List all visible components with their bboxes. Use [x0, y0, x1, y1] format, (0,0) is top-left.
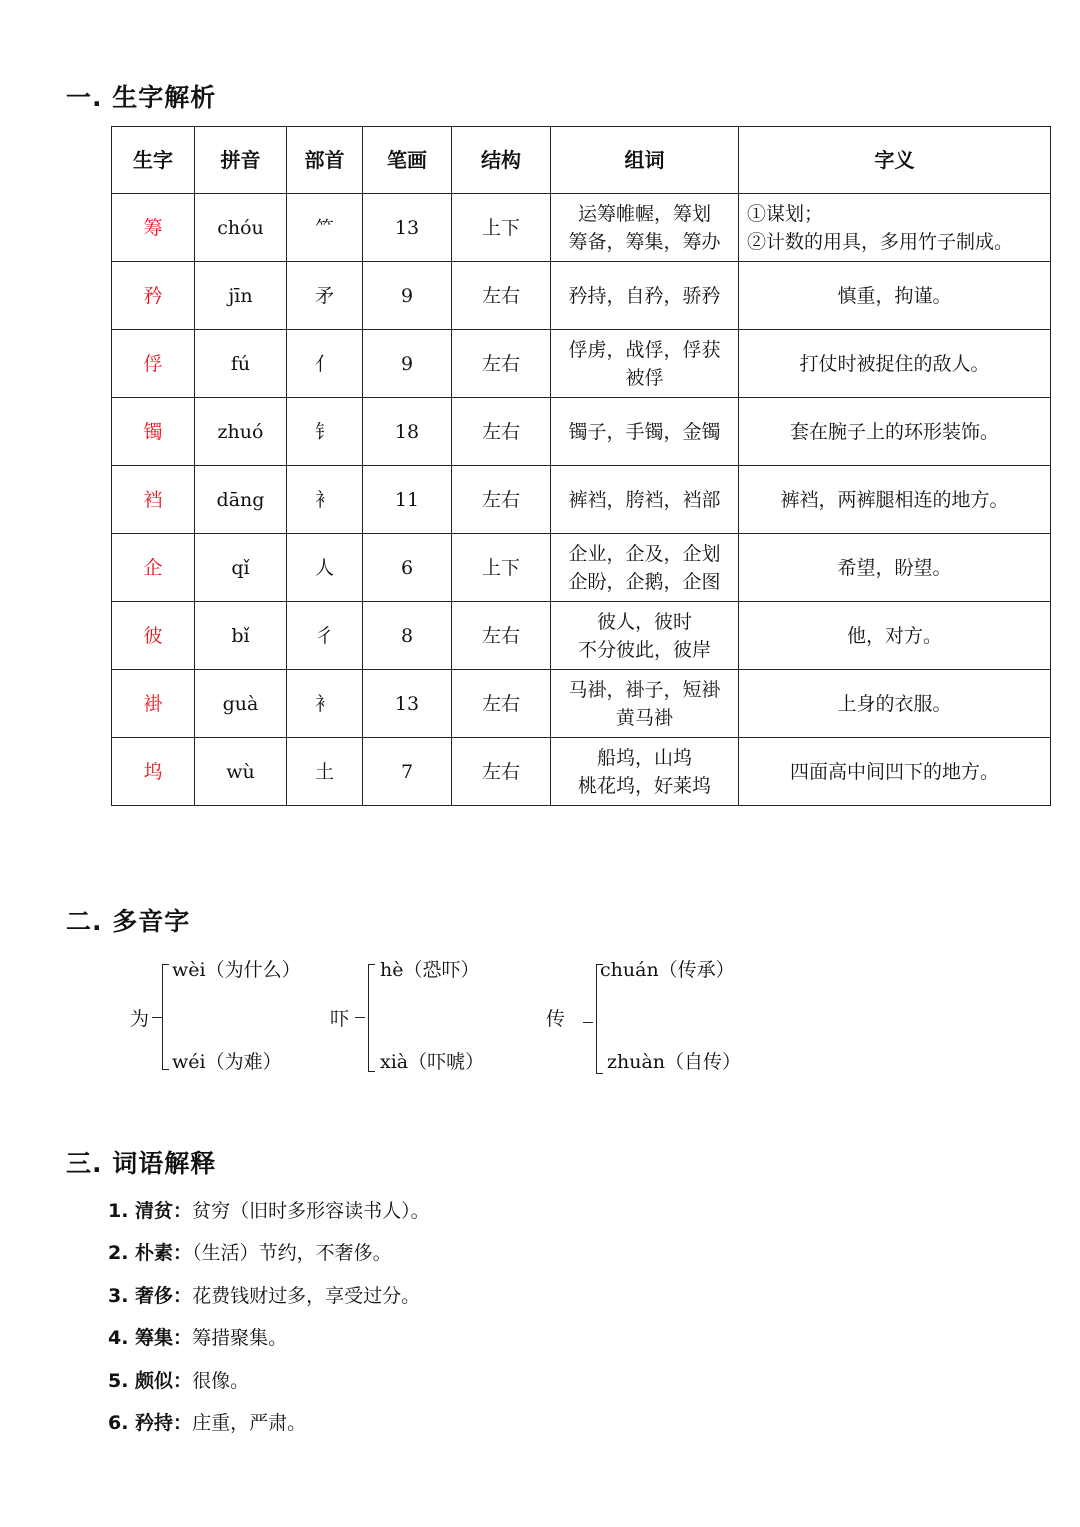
table-row — [112, 534, 1051, 602]
term: 1. 清贫： — [108, 1200, 193, 1222]
table-row — [112, 466, 1051, 534]
header-cell: 组词 — [551, 127, 739, 194]
pinyin-cell: qǐ — [195, 534, 287, 602]
section-title-polyphonic: 二. 多音字 — [66, 907, 191, 936]
table-row — [112, 670, 1051, 738]
definition-item — [108, 1323, 287, 1350]
strokes-cell: 8 — [363, 602, 452, 670]
strokes-cell: 11 — [363, 466, 452, 534]
reading-top: chuán（传承） — [600, 959, 735, 981]
char-cell: 镯 — [112, 398, 195, 466]
radical-cell: 土 — [287, 738, 363, 806]
radical-cell: 衤 — [287, 466, 363, 534]
pinyin-cell: zhuó — [195, 398, 287, 466]
words-cell: 运筹帷幄，筹划 筹备，筹集，筹办 — [551, 194, 739, 262]
structure-cell: 上下 — [452, 534, 551, 602]
definition: 很像。 — [192, 1370, 250, 1392]
strokes-cell: 13 — [363, 670, 452, 738]
words-cell: 矜持，自矜，骄矜 — [551, 262, 739, 330]
definition-item — [108, 1196, 430, 1223]
definition-item — [108, 1408, 306, 1435]
words-cell: 镯子，手镯，金镯 — [551, 398, 739, 466]
reading-bottom: wéi（为难） — [172, 1051, 282, 1073]
pinyin-cell: dāng — [195, 466, 287, 534]
radical-cell: 亻 — [287, 330, 363, 398]
polyphonic-char: 传 — [546, 1008, 566, 1030]
reading-bottom: zhuàn（自传） — [607, 1051, 742, 1073]
strokes-cell: 18 — [363, 398, 452, 466]
section-title-characters: 一. 生字解析 — [66, 83, 217, 112]
radical-cell: 钅 — [287, 398, 363, 466]
table-row — [112, 330, 1051, 398]
char-cell: 彼 — [112, 602, 195, 670]
radical-cell: 彳 — [287, 602, 363, 670]
strokes-cell: 7 — [363, 738, 452, 806]
char-cell: 褂 — [112, 670, 195, 738]
header-cell: 部首 — [287, 127, 363, 194]
meaning-cell: 上身的衣服。 — [739, 670, 1051, 738]
table-row — [112, 602, 1051, 670]
char-cell: 坞 — [112, 738, 195, 806]
term: 6. 矜持： — [108, 1412, 193, 1434]
meaning-cell: 四面高中间凹下的地方。 — [739, 738, 1051, 806]
structure-cell: 左右 — [452, 466, 551, 534]
definition: 花费钱财过多，享受过分。 — [192, 1285, 421, 1307]
definition: （生活）节约，不奢侈。 — [192, 1242, 392, 1264]
brace — [162, 964, 163, 1070]
radical-cell: 人 — [287, 534, 363, 602]
meaning-cell: 希望，盼望。 — [739, 534, 1051, 602]
header-cell: 笔画 — [363, 127, 452, 194]
char-cell: 筹 — [112, 194, 195, 262]
polyphonic-char: 为 — [130, 1008, 150, 1030]
header-cell: 拼音 — [195, 127, 287, 194]
brace — [368, 964, 369, 1072]
definition-item — [108, 1366, 249, 1393]
character-table — [111, 126, 1051, 806]
words-cell: 船坞，山坞 桃花坞，好莱坞 — [551, 738, 739, 806]
header-cell: 字义 — [739, 127, 1051, 194]
words-cell: 彼人，彼时 不分彼此，彼岸 — [551, 602, 739, 670]
strokes-cell: 9 — [363, 330, 452, 398]
term: 4. 筹集： — [108, 1327, 193, 1349]
header-cell: 结构 — [452, 127, 551, 194]
pinyin-cell: jīn — [195, 262, 287, 330]
section-title-vocabulary: 三. 词语解释 — [66, 1149, 217, 1178]
strokes-cell: 6 — [363, 534, 452, 602]
reading-bottom: xià（吓唬） — [380, 1051, 485, 1073]
table-row — [112, 262, 1051, 330]
char-cell: 企 — [112, 534, 195, 602]
meaning-cell: 他，对方。 — [739, 602, 1051, 670]
structure-cell: 左右 — [452, 602, 551, 670]
radical-cell: ⺮ — [287, 194, 363, 262]
definition: 筹措聚集。 — [192, 1327, 288, 1349]
polyphonic-char: 吓 — [330, 1008, 350, 1030]
meaning-cell: 慎重，拘谨。 — [739, 262, 1051, 330]
pinyin-cell: guà — [195, 670, 287, 738]
structure-cell: 左右 — [452, 398, 551, 466]
meaning-cell: 裤裆，两裤腿相连的地方。 — [739, 466, 1051, 534]
meaning-cell: 打仗时被捉住的敌人。 — [739, 330, 1051, 398]
structure-cell: 上下 — [452, 194, 551, 262]
definition-item — [108, 1238, 392, 1265]
table-row — [112, 194, 1051, 262]
meaning-cell: 套在腕子上的环形装饰。 — [739, 398, 1051, 466]
char-cell: 矜 — [112, 262, 195, 330]
structure-cell: 左右 — [452, 670, 551, 738]
strokes-cell: 13 — [363, 194, 452, 262]
char-cell: 俘 — [112, 330, 195, 398]
radical-cell: 衤 — [287, 670, 363, 738]
pinyin-cell: wù — [195, 738, 287, 806]
term: 2. 朴素： — [108, 1242, 193, 1264]
pinyin-cell: chóu — [195, 194, 287, 262]
reading-top: hè（恐吓） — [380, 959, 480, 981]
char-cell: 裆 — [112, 466, 195, 534]
definition: 庄重，严肃。 — [192, 1412, 307, 1434]
definition-item — [108, 1281, 420, 1308]
words-cell: 俘虏，战俘，俘获 被俘 — [551, 330, 739, 398]
definition: 贫穷（旧时多形容读书人）。 — [192, 1200, 430, 1222]
strokes-cell: 9 — [363, 262, 452, 330]
structure-cell: 左右 — [452, 330, 551, 398]
structure-cell: 左右 — [452, 262, 551, 330]
words-cell: 企业，企及，企划 企盼，企鹅，企图 — [551, 534, 739, 602]
brace-tick — [355, 1017, 365, 1018]
pinyin-cell: bǐ — [195, 602, 287, 670]
table-row — [112, 738, 1051, 806]
header-cell: 生字 — [112, 127, 195, 194]
words-cell: 裤裆，胯裆，裆部 — [551, 466, 739, 534]
radical-cell: 矛 — [287, 262, 363, 330]
meaning-cell: ①谋划； ②计数的用具，多用竹子制成。 — [739, 194, 1051, 262]
pinyin-cell: fú — [195, 330, 287, 398]
words-cell: 马褂，褂子，短褂 黄马褂 — [551, 670, 739, 738]
structure-cell: 左右 — [452, 738, 551, 806]
reading-top: wèi（为什么） — [172, 959, 301, 981]
table-header-row — [112, 127, 1051, 194]
term: 3. 奢侈： — [108, 1285, 193, 1307]
brace — [596, 964, 597, 1074]
brace-tick — [583, 1022, 593, 1023]
brace-tick — [152, 1017, 162, 1018]
table-row — [112, 398, 1051, 466]
term: 5. 颇似： — [108, 1370, 193, 1392]
